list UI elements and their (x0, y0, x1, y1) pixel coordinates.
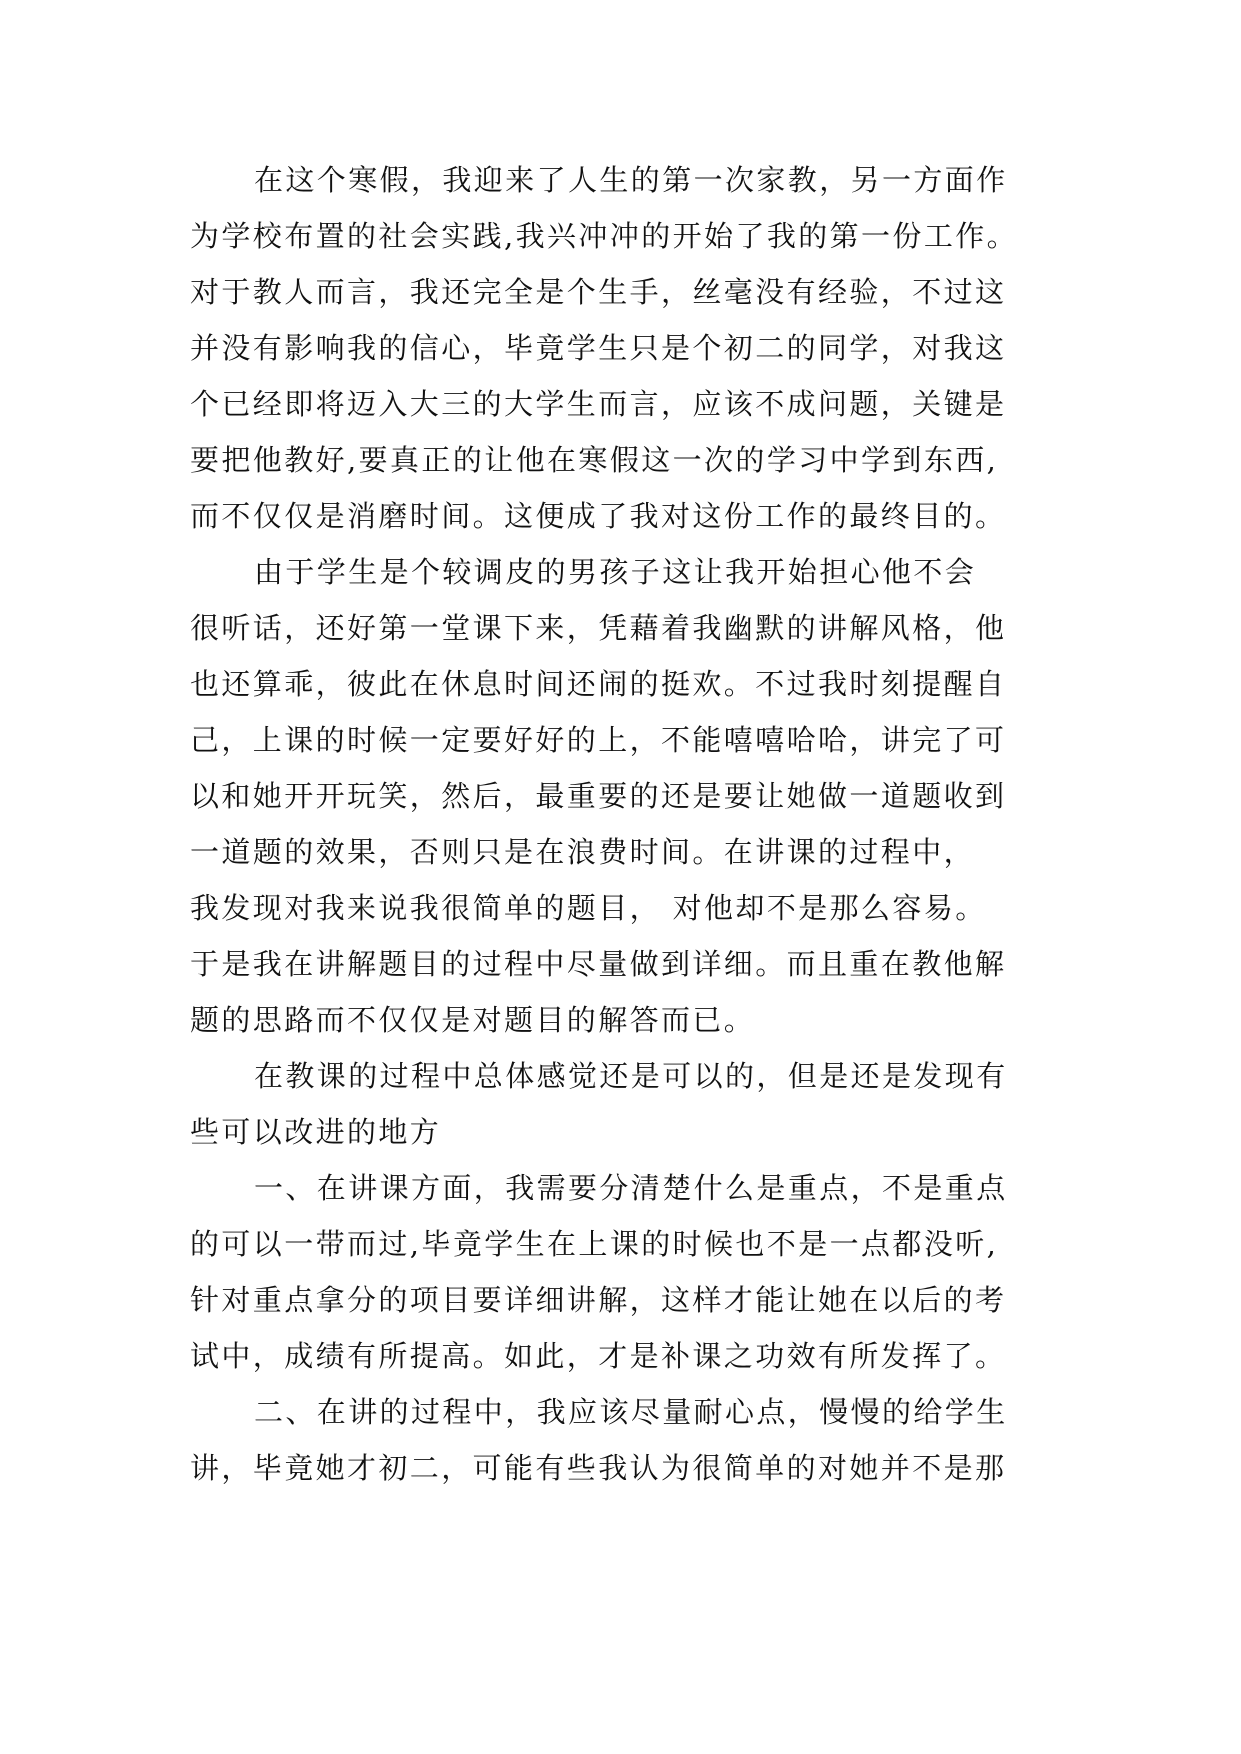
paragraph-1-line-4: 并没有影响我的信心，毕竟学生只是个初二的同学，对我这 (190, 331, 1007, 365)
paragraph-2-line-7: 我发现对我来说我很简单的题目， 对他却不是那么容易。 (190, 891, 987, 925)
paragraph-3-line-1: 在教课的过程中总体感觉还是可以的，但是还是发现有 (254, 1059, 1008, 1093)
paragraph-2-line-6: 一道题的效果，否则只是在浪费时间。在讲课的过程中， (190, 835, 976, 869)
paragraph-1-line-7: 而不仅仅是消磨时间。这便成了我对这份工作的最终目的。 (190, 499, 1007, 533)
paragraph-2-line-9: 题的思路而不仅仅是对题目的解答而已。 (190, 1003, 756, 1037)
paragraph-4-line-4: 试中，成绩有所提高。如此，才是补课之功效有所发挥了。 (190, 1339, 1007, 1373)
paragraph-1-line-1: 在这个寒假，我迎来了人生的第一次家教，另一方面作 (254, 163, 1008, 197)
paragraph-4-line-3: 针对重点拿分的项目要详细讲解，这样才能让她在以后的考 (190, 1283, 1007, 1317)
paragraph-2-line-8: 于是我在讲解题目的过程中尽量做到详细。而且重在教他解 (190, 947, 1007, 981)
paragraph-5-line-2: 讲，毕竟她才初二，可能有些我认为很简单的对她并不是那 (190, 1451, 1007, 1485)
paragraph-1-line-5: 个已经即将迈入大三的大学生而言，应该不成问题，关键是 (190, 387, 1007, 421)
paragraph-3-line-2: 些可以改进的地方 (190, 1115, 442, 1149)
paragraph-2-line-5: 以和她开开玩笑，然后，最重要的还是要让她做一道题收到 (190, 779, 1007, 813)
paragraph-4-line-1: 一、在讲课方面，我需要分清楚什么是重点，不是重点 (254, 1171, 1008, 1205)
paragraph-2-line-1: 由于学生是个较调皮的男孩子这让我开始担心他不会 (254, 555, 977, 589)
paragraph-1-line-2: 为学校布置的社会实践,我兴冲冲的开始了我的第一份工作。 (190, 219, 1019, 253)
paragraph-2-line-4: 己，上课的时候一定要好好的上，不能嘻嘻哈哈，讲完了可 (190, 723, 1007, 757)
paragraph-2-line-3: 也还算乖，彼此在休息时间还闹的挺欢。不过我时刻提醒自 (190, 667, 1007, 701)
paragraph-5-line-1: 二、在讲的过程中，我应该尽量耐心点，慢慢的给学生 (254, 1395, 1008, 1429)
paragraph-2-line-2: 很听话，还好第一堂课下来，凭藉着我幽默的讲解风格，他 (190, 611, 1007, 645)
paragraph-4-line-2: 的可以一带而过,毕竟学生在上课的时候也不是一点都没听, (190, 1227, 999, 1261)
paragraph-1-line-3: 对于教人而言，我还完全是个生手，丝毫没有经验，不过这 (190, 275, 1007, 309)
paragraph-1-line-6: 要把他教好,要真正的让他在寒假这一次的学习中学到东西, (190, 443, 999, 477)
